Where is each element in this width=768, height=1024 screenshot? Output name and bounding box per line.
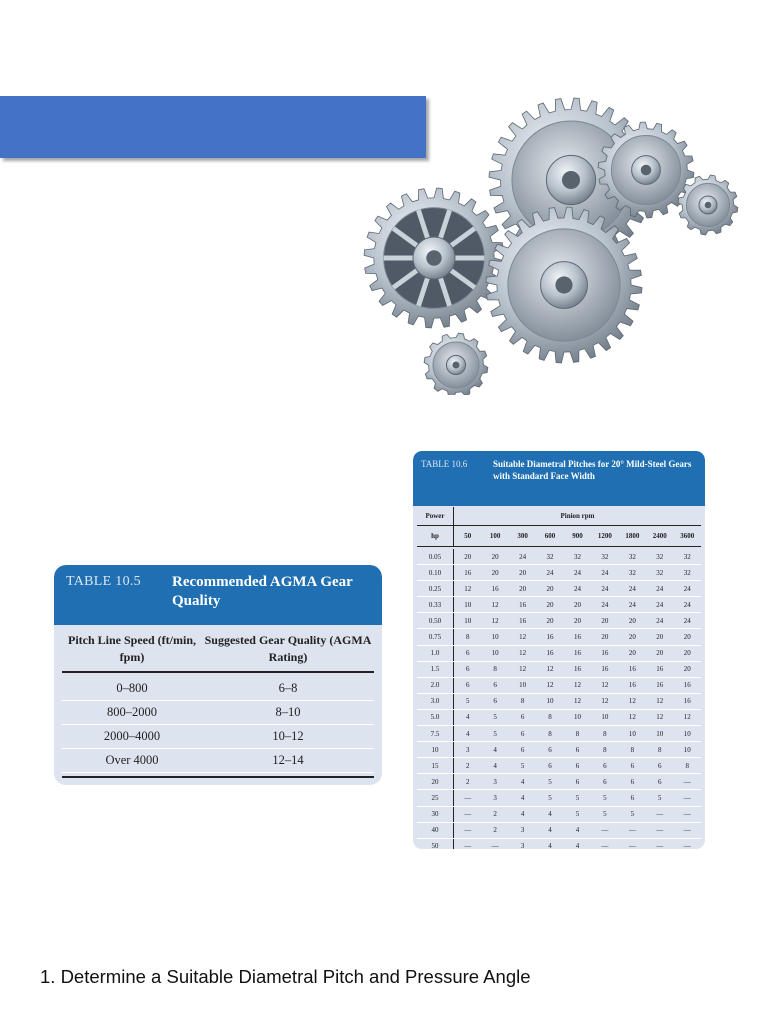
pitch-cell: — — [683, 842, 691, 849]
pitch-cell: 10 — [628, 729, 636, 738]
pitch-cell: 8 — [465, 633, 470, 642]
pitch-cell: 8 — [630, 745, 635, 754]
table-row — [62, 749, 374, 773]
pitch-cell: 6 — [465, 665, 470, 674]
speed-cell: 2000–4000 — [103, 729, 161, 743]
pitch-cell: — — [656, 842, 664, 849]
rpm-header-cell: 2400 — [652, 532, 667, 540]
pitch-cell: 16 — [601, 665, 609, 674]
table-title: Suitable Diametral Pitches for 20° Mild-Steel Gears with Standard Face Width — [493, 459, 692, 481]
pitch-cell: 20 — [683, 633, 691, 642]
pitch-cell: 5 — [630, 810, 635, 819]
pitch-cell: 10 — [491, 649, 499, 658]
hp-cell: 15 — [417, 758, 454, 773]
pitch-cell: 10 — [491, 633, 499, 642]
pitch-cell: 8 — [603, 729, 607, 738]
pitch-cell: 6 — [630, 761, 635, 770]
table-row — [417, 646, 701, 662]
pitch-cell: 20 — [683, 665, 691, 674]
pitch-cell: 4 — [493, 745, 497, 754]
pitch-cell: 2 — [493, 810, 497, 819]
table-row — [417, 694, 701, 710]
pitch-cell: 6 — [548, 761, 552, 770]
hp-cell: 2.0 — [417, 678, 454, 693]
pitch-cell: — — [683, 777, 691, 786]
quality-cell: 12–14 — [272, 753, 304, 767]
table-row — [417, 774, 701, 790]
pitch-cell: 20 — [491, 568, 499, 577]
table-number: TABLE 10.6 — [421, 459, 468, 469]
pitch-cell: 6 — [658, 777, 662, 786]
pitch-cell: 16 — [573, 649, 581, 658]
pitch-cell: 20 — [464, 552, 472, 561]
pitch-cell: 8 — [548, 713, 552, 722]
pitch-cell: 24 — [519, 552, 527, 561]
pitch-cell: 5 — [520, 761, 525, 770]
rpm-header-cell: 1200 — [597, 532, 612, 540]
pitch-cell: — — [656, 826, 664, 835]
pitch-cell: 6 — [630, 777, 635, 786]
pitch-cell: 8 — [493, 665, 497, 674]
pitch-cell: 4 — [465, 729, 470, 738]
pitch-cell: 16 — [464, 568, 472, 577]
pitch-cell: — — [683, 793, 691, 802]
pitch-cell: 8 — [520, 697, 525, 706]
pitch-cell: 8 — [548, 729, 552, 738]
pitch-cell: 6 — [603, 777, 607, 786]
pitch-cell: 16 — [546, 649, 554, 658]
pitch-cell: 5 — [493, 713, 497, 722]
pitch-cell: 5 — [603, 810, 607, 819]
pitch-cell: 16 — [656, 681, 664, 690]
pitch-cell: 12 — [519, 633, 527, 642]
rpm-header-cell: 900 — [572, 532, 583, 540]
pitch-cell: 6 — [465, 649, 470, 658]
pitch-cell: 20 — [656, 649, 664, 658]
small-right-gear-icon — [678, 175, 738, 235]
pitch-cell: 5 — [548, 777, 552, 786]
question-text: 1. Determine a Suitable Diametral Pitch and Pressure Angle — [40, 966, 531, 987]
pitch-cell: 12 — [519, 665, 527, 674]
pitch-cell: 10 — [573, 713, 581, 722]
pitch-cell: 32 — [656, 568, 664, 577]
table-10-6 — [413, 451, 705, 849]
pitch-cell: 3 — [493, 793, 497, 802]
pitch-cell: 32 — [601, 552, 609, 561]
pitch-cell: 20 — [628, 633, 636, 642]
pitch-cell: 20 — [683, 649, 691, 658]
pitch-cell: 6 — [603, 761, 607, 770]
pitch-cell: 20 — [573, 600, 581, 609]
pitch-cell: 2 — [465, 777, 470, 786]
table-number: TABLE 10.5 — [66, 574, 141, 589]
pitch-cell: 24 — [683, 584, 691, 593]
pitch-cell: 12 — [601, 697, 609, 706]
table-row — [417, 597, 701, 613]
speed-cell: Over 4000 — [105, 753, 159, 767]
gears-illustration-icon — [356, 90, 740, 395]
table-10-6-header — [413, 451, 705, 506]
pitch-cell: 32 — [683, 552, 691, 561]
pitch-cell: 10 — [464, 616, 472, 625]
pitch-cell: 12 — [628, 713, 636, 722]
pitch-cell: 6 — [493, 697, 497, 706]
pitch-cell: 5 — [658, 793, 662, 802]
table-10-5-header — [54, 565, 382, 625]
pitch-cell: — — [464, 793, 472, 802]
pitch-cell: 32 — [628, 568, 636, 577]
rpm-header-cell: 600 — [544, 532, 556, 540]
pinion-rpm-header: Pinion rpm — [560, 512, 595, 520]
pitch-line-speed-header: Pitch Line Speed (ft/min, fpm) — [68, 633, 196, 664]
pitch-cell: 16 — [573, 665, 581, 674]
pitch-cell: 12 — [519, 649, 527, 658]
table-row — [417, 758, 701, 774]
pitch-cell: 16 — [573, 633, 581, 642]
pitch-cell: 3 — [520, 826, 525, 835]
left-spoked-gear-icon — [364, 188, 504, 328]
hp-cell: 7.5 — [417, 726, 454, 741]
pitch-cell: 4 — [520, 777, 525, 786]
pitch-cell: 20 — [519, 584, 527, 593]
table-row — [62, 677, 374, 701]
pitch-cell: 4 — [465, 713, 470, 722]
table-row — [417, 790, 701, 806]
hp-cell: 3.0 — [417, 694, 454, 709]
pitch-cell: 2 — [465, 761, 470, 770]
speed-cell: 800–2000 — [107, 705, 157, 719]
table-row — [417, 710, 701, 726]
pitch-cell: — — [601, 826, 609, 835]
pitch-cell: 16 — [491, 584, 499, 593]
table-row — [417, 565, 701, 581]
pitch-cell: 4 — [520, 793, 525, 802]
table-title: Recommended AGMA Gear Quality — [172, 574, 353, 609]
pitch-cell: 10 — [683, 745, 691, 754]
column-headers — [62, 627, 374, 671]
pitch-cell: 24 — [546, 568, 554, 577]
pitch-cell: 32 — [573, 552, 581, 561]
pitch-cell: 5 — [465, 697, 470, 706]
pitch-cell: 16 — [546, 633, 554, 642]
pitch-cell: 20 — [546, 584, 554, 593]
pitch-cell: 8 — [658, 745, 662, 754]
pitch-cell: 20 — [601, 633, 609, 642]
pitch-cell: — — [464, 810, 472, 819]
table-row — [417, 549, 701, 565]
table-10-5 — [54, 565, 382, 785]
table-row — [417, 662, 701, 678]
pitch-cell: 6 — [658, 761, 662, 770]
pitch-cell: 10 — [464, 600, 472, 609]
hp-cell: 40 — [417, 823, 454, 838]
pitch-cell: 8 — [603, 745, 607, 754]
rpm-header-cell: 1800 — [625, 532, 640, 540]
pitch-cell: 8 — [575, 729, 580, 738]
hp-cell: 10 — [417, 742, 454, 757]
pitch-cell: 24 — [573, 584, 581, 593]
pitch-cell: 12 — [683, 713, 691, 722]
pitch-cell: — — [683, 826, 691, 835]
pitch-cell: — — [656, 810, 664, 819]
gear-quality-header: Suggested Gear Quality (AGMA Rating) — [204, 633, 372, 664]
table-row — [417, 613, 701, 629]
pitch-cell: 6 — [575, 745, 580, 754]
hp-cell: 0.25 — [417, 581, 454, 596]
pitch-cell: 12 — [546, 665, 554, 674]
pitch-cell: 24 — [656, 616, 664, 625]
pitch-cell: 6 — [630, 793, 635, 802]
pitch-cell: 4 — [548, 810, 552, 819]
pitch-cell: 8 — [685, 761, 689, 770]
pitch-cell: 12 — [464, 584, 472, 593]
pitch-cell: — — [601, 842, 609, 849]
pitch-cell: 3 — [465, 745, 470, 754]
pitch-cell: — — [464, 842, 472, 849]
pitch-cell: 6 — [575, 777, 580, 786]
pitch-cell: 24 — [601, 600, 609, 609]
pitch-cell: 10 — [519, 681, 527, 690]
pitch-cell: 24 — [683, 600, 691, 609]
pitch-cell: 32 — [546, 552, 554, 561]
rpm-header-cell: 300 — [517, 532, 528, 540]
pitch-cell: 5 — [603, 793, 607, 802]
hp-cell: 5.0 — [417, 710, 454, 725]
pitch-cell: 32 — [656, 552, 664, 561]
pitch-cell: 24 — [601, 584, 609, 593]
pitch-cell: 24 — [656, 600, 664, 609]
pitch-cell: — — [683, 810, 691, 819]
table-row — [417, 726, 701, 742]
pitch-cell: 4 — [493, 761, 497, 770]
pitch-cell: 20 — [519, 568, 527, 577]
power-header: Power — [417, 507, 454, 525]
pitch-cell: 6 — [520, 745, 525, 754]
pitch-cell: 10 — [546, 697, 554, 706]
pitch-cell: 3 — [493, 777, 497, 786]
hp-cell: 30 — [417, 807, 454, 822]
pitch-cell: 16 — [628, 681, 636, 690]
pitch-cell: 16 — [628, 665, 636, 674]
pitch-cell: 24 — [628, 584, 636, 593]
pitch-cell: 16 — [519, 616, 527, 625]
pitch-cell: 12 — [546, 681, 554, 690]
pitch-cell: 10 — [656, 729, 664, 738]
hp-cell: 0.75 — [417, 629, 454, 644]
pitch-cell: 16 — [683, 697, 691, 706]
pitch-cell: 32 — [683, 568, 691, 577]
rpm-header-cell: 50 — [464, 532, 472, 540]
hp-cell: 25 — [417, 790, 454, 805]
hp-cell: 1.5 — [417, 662, 454, 677]
table-row — [417, 629, 701, 645]
pitch-cell: 5 — [548, 793, 552, 802]
pitch-cell: 5 — [575, 793, 580, 802]
quality-cell: 6–8 — [278, 681, 298, 695]
quality-cell: 10–12 — [272, 729, 304, 743]
table-row — [62, 725, 374, 749]
pitch-cell: 24 — [656, 584, 664, 593]
pitch-cell: 5 — [575, 810, 580, 819]
hp-header: hp — [417, 526, 454, 546]
pitch-cell: 6 — [520, 713, 525, 722]
pitch-cell: 24 — [683, 616, 691, 625]
pitch-cell: 6 — [520, 729, 525, 738]
small-bottom-gear-icon — [424, 333, 488, 395]
pitch-cell: 5 — [493, 729, 497, 738]
pitch-cell: 6 — [548, 745, 552, 754]
pitch-cell: 4 — [548, 842, 552, 849]
speed-cell: 0–800 — [116, 681, 148, 695]
pitch-cell: — — [491, 842, 499, 849]
pitch-cell: 12 — [628, 697, 636, 706]
pitch-cell: 12 — [656, 697, 664, 706]
pitch-cell: 12 — [573, 681, 581, 690]
hp-cell: 0.05 — [417, 549, 454, 564]
pitch-cell: 10 — [601, 713, 609, 722]
pitch-cell: 2 — [493, 826, 497, 835]
pitch-cell: 12 — [573, 697, 581, 706]
quality-cell: 8–10 — [275, 705, 301, 719]
hp-cell: 50 — [417, 839, 454, 849]
pitch-cell: — — [464, 826, 472, 835]
pitch-cell: 12 — [601, 681, 609, 690]
hp-cell: 0.10 — [417, 565, 454, 580]
pitch-cell: 6 — [575, 761, 580, 770]
table-row — [62, 701, 374, 725]
pitch-cell: 3 — [520, 842, 525, 849]
table-row — [417, 823, 701, 839]
hp-cell: 0.33 — [417, 597, 454, 612]
pitch-cell: 16 — [601, 649, 609, 658]
pitch-cell: 16 — [519, 600, 527, 609]
rpm-header-cell: 3600 — [680, 532, 695, 540]
table-row — [417, 742, 701, 758]
hp-cell: 0.50 — [417, 613, 454, 628]
pitch-cell: 20 — [628, 649, 636, 658]
table-row — [417, 839, 701, 849]
pitch-cell: 12 — [491, 616, 499, 625]
pitch-cell: 16 — [656, 665, 664, 674]
pitch-cell: 20 — [546, 616, 554, 625]
hp-cell: 20 — [417, 774, 454, 789]
pitch-cell: 4 — [520, 810, 525, 819]
pitch-cell: 12 — [491, 600, 499, 609]
pitch-cell: 4 — [548, 826, 552, 835]
pitch-cell: 4 — [575, 826, 580, 835]
pitch-cell: 24 — [573, 568, 581, 577]
pitch-cell: 20 — [546, 600, 554, 609]
pitch-cell: — — [628, 826, 636, 835]
pitch-cell: 20 — [628, 616, 636, 625]
table-row — [417, 807, 701, 823]
pitch-cell: 20 — [491, 552, 499, 561]
pitch-cell: 20 — [573, 616, 581, 625]
pitch-cell: 20 — [601, 616, 609, 625]
table-row — [417, 678, 701, 694]
pitch-cell: 24 — [601, 568, 609, 577]
pitch-cell: 16 — [683, 681, 691, 690]
pitch-cell: 6 — [493, 681, 497, 690]
pitch-cell: 10 — [683, 729, 691, 738]
pitch-cell: 12 — [656, 713, 664, 722]
pitch-cell: 6 — [465, 681, 470, 690]
rpm-header-cell: 100 — [489, 532, 501, 540]
hp-cell: 1.0 — [417, 646, 454, 661]
pitch-cell: 4 — [575, 842, 580, 849]
pitch-cell: 24 — [628, 600, 636, 609]
table-row — [417, 581, 701, 597]
pitch-cell: 32 — [628, 552, 636, 561]
pitch-cell: 20 — [656, 633, 664, 642]
pitch-cell: — — [628, 842, 636, 849]
